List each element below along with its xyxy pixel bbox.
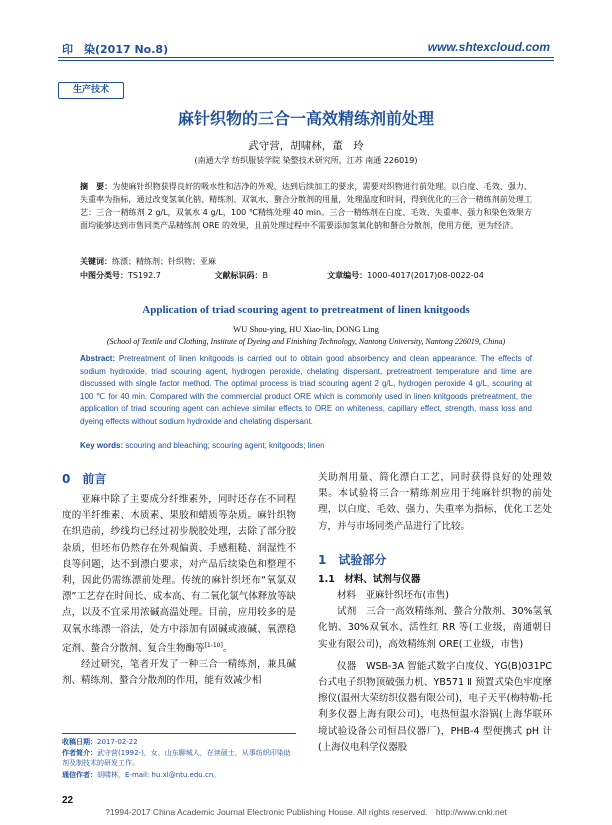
received-date: 2017-02-22	[97, 738, 138, 746]
corr-contact[interactable]: 胡啸林，E-mail: hu.xl@ntu.edu.cn。	[97, 771, 221, 779]
clc-label: 中图分类号：	[80, 271, 128, 280]
page-number: 22	[62, 795, 74, 806]
footnote-correspondence	[62, 770, 296, 780]
section-0-para-1	[62, 492, 296, 657]
keywords-en-label: Key words:	[80, 441, 124, 450]
header-rule	[58, 57, 554, 58]
section-1-heading: 1 试验部分	[318, 552, 387, 567]
keywords-cn	[80, 256, 532, 267]
citation[interactable]: [1-10]	[204, 641, 223, 649]
received-label: 收稿日期：	[62, 738, 97, 746]
section-0-para-2: 经过研究，笔者开发了一种三合一精练剂，兼具碱剂、精练剂、螯合分散剂的作用，能有效减少相	[62, 659, 296, 687]
column-tag: 生产技术	[58, 82, 124, 99]
materials-text: 材料 亚麻针织坯布(市售)	[337, 590, 449, 602]
copyright-line: ?1994-2017 China Academic Journal Electronic Publishing House. All rights reserved. http://www.cnki.net	[105, 807, 507, 817]
section-0-para-1-text: 亚麻中除了主要成分纤维素外，同时还存在不同程度的半纤维素、木质素、果胶和蜡质等杂质。麻针织物在织造前，纱线均已经过初步脱胶处理，去除了部分胶杂质，但坯布仍然存在外观偏黄、手感粗糙、润湿性不良等问题，达不到漂白要求，对产品后续染色和整理不利，因此仍需练漂前处理。传统的麻针织坯布“氧氯双漂”工艺存在时间长、成本高、有二氧化氯气体释放等缺点，以及不宜采用浓碱高温处理。目前，应用较多的是双氧水练漂一浴法，处方中添加有固碱或液碱、氧漂稳定剂、螯合分散剂、复合生物酶等	[62, 494, 296, 654]
abstract-cn-label: 摘 要：	[80, 182, 113, 191]
doc-value: B	[262, 271, 269, 280]
classification-row	[80, 270, 532, 281]
authors-en: WU Shou-ying, HU Xiao-lin, DONG Ling	[233, 324, 379, 334]
abstract-en-text: Pretreatment of linen knitgoods is carried out to obtain good absorbency and clean appearance. The effects of sodium hydroxide, triad scouring agent, hydrogen peroxide, chelating dispersant, pretreatment temperature and time are discussed with single factor method. The optimal process is triad scouring agent 2 g/L, hydrogen peroxide 4 g/L, scouring at 100 ℃ for 40 min. Compared with the commercial product ORE which is commonly used in linen knitgoods pretreatment, the application of triad scouring agent can achieve similar effects to ORE on whiteness, capillary effect, strength, mass loss and dyeing effects without sodium hydroxide and chelating dispersant.	[80, 354, 532, 426]
article-field	[327, 270, 484, 281]
keywords-cn-text: 练漂；精练剂；针织物；亚麻	[112, 257, 216, 266]
affiliation-en: (School of Textile and Clothing, Institute of Dyeing and Finishing Technology, Nantong University, Nantong 226019, China)	[106, 337, 506, 346]
footnote-author	[62, 748, 296, 768]
footnote-rule	[62, 733, 296, 734]
instruments-text: 仪器 WSB-3A 智能式数字白度仪、YG(B)031PC 台式电子织物顶破强力机、YB571 Ⅱ 预置式染色牢度摩擦仪(温州大荣纺织仪器有限公司)，电子天平(梅特勒-托利多仪器上海有限公司)，电热恒温水浴锅(上海华联环境试验设备公司恒昌仪器厂)，PHB-4 型便携式 pH 计(上海仪电科学仪器股	[318, 660, 552, 753]
abstract-en	[80, 353, 532, 428]
section-0-para-1-end: 。	[222, 642, 233, 654]
doc-field	[215, 270, 325, 281]
subsection-1-1-heading: 1.1 材料、试剂与仪器	[318, 573, 421, 585]
abstract-en-label: Abstract:	[80, 354, 116, 363]
left-column	[62, 470, 296, 690]
abstract-cn	[80, 180, 532, 232]
section-0-heading: 0 前言	[62, 472, 107, 486]
journal-website[interactable]: www.shtexcloud.com	[427, 40, 550, 54]
abstract-cn-text: 为使麻针织物获得良好的吸水性和洁净的外观，达到后续加工的要求，需要对织物进行前处理。以白度、毛效、强力、失重率为指标，通过改变氢氧化钠、精练剂、双氧水、螯合分散剂的用量，处理温度和时间，得到优化的三合一精练剂前处理工艺：三合一精练剂 2 g/L，双氧水 4 g/L，100 ℃精练处理 40 min。三合一精练剂在白度、毛效、失重率、强力和染色效果方面均能够达到市售同类产品精练剂 ORE 的效果，且前处理过程中不需要添加氢氧化钠和螯合分散剂，使用方便，更为经济。	[80, 182, 533, 230]
title-cn: 麻针织物的三合一高效精练剂前处理	[177, 109, 434, 128]
clc-value: TS192.7	[128, 271, 161, 280]
author-bio: 武守营(1992-)，女，山东聊城人，在读硕士，从事纺织印染助剂及制技术的研发工作。	[62, 749, 291, 767]
footnote-received	[62, 737, 296, 747]
right-column	[318, 470, 552, 756]
affiliation-cn: (南通大学 纺织服装学院 染整技术研究所，江苏 南通 226019)	[194, 156, 418, 165]
section-0-para-3: 关助剂用量、简化漂白工艺，同时获得良好的处理效果。本试验将三合一精练剂应用于纯麻针织物的前处理，以白度、毛效、强力、失重率为指标，优化工艺处方，并与市场同类产品进行了比较。	[318, 472, 552, 532]
clc-field	[80, 270, 212, 281]
authors-cn: 武守营，胡啸林，董 玲	[248, 140, 364, 152]
corr-label: 通信作者：	[62, 771, 97, 779]
doc-label: 文献标识码：	[214, 271, 263, 280]
keywords-cn-label: 关键词：	[80, 257, 112, 266]
keywords-en	[80, 441, 532, 450]
article-value: 1000-4017(2017)08-0022-04	[367, 271, 484, 280]
header-rule-thin	[58, 60, 554, 61]
author-label: 作者简介：	[62, 749, 97, 757]
journal-issue: 印 染(2017 No.8)	[62, 43, 169, 56]
article-label: 文章编号：	[327, 271, 368, 280]
reagents-text: 试剂 三合一高效精练剂、螯合分散剂、30%氢氧化钠、30%双氧水、活性红 RR 等(工业级，南通朝日实业有限公司)，高效精练剂 ORE(工业级，市售)	[318, 606, 552, 650]
title-en: Application of triad scouring agent to pretreatment of linen knitgoods	[142, 304, 470, 316]
keywords-en-text: scouring and bleaching; scouring agent; knitgoods; linen	[125, 441, 325, 450]
